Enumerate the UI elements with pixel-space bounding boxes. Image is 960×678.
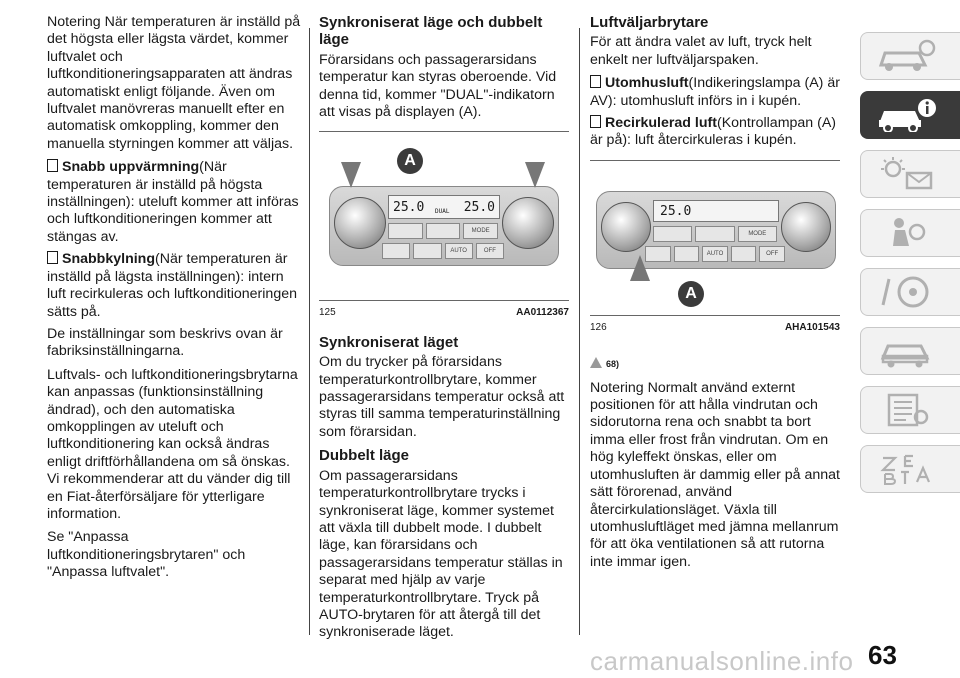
button-row-1: MODE bbox=[653, 226, 777, 242]
tab-airbag[interactable] bbox=[860, 209, 960, 257]
paragraph: Om passagerarsidans temperaturkontrollbrytare trycks i synkroniserat läge, kommer systemet att växla till dubbelt mode. I dubbelt läge, kan förarsidans och passagerarsidans temperatur ställas in separat med hjälp av varje temperaturkontrollbrytare. Tryck på AUTO-brytaren för att återgå till det synkroniserade läget. bbox=[319, 467, 563, 641]
callout-badge-a: A bbox=[678, 281, 704, 307]
figure-caption bbox=[319, 300, 569, 321]
driver-temp-knob bbox=[601, 202, 651, 252]
section-heading: Synkroniserat läget bbox=[319, 333, 459, 351]
list-item-quick-cooling: Snabbkylning(När temperaturen är inställd på lägsta inställningen): intern luft recirkuleras och luftkonditioneringen sätts på. bbox=[47, 251, 297, 320]
passenger-temp-knob bbox=[781, 202, 831, 252]
paragraph: Förarsidans och passagerarsidans temperatur kan styras oberoende. Vid denna tid, kommer "DUAL"-indikatorn att visas på displayen (A). bbox=[319, 51, 557, 121]
tab-steering[interactable] bbox=[860, 268, 960, 316]
list-item-outdoor-air: Utomhusluft(Indikeringslampa (A) är AV): utomhusluft införs in i kupén. bbox=[590, 75, 840, 109]
climate-display: 25.0 bbox=[653, 200, 779, 222]
column-3 bbox=[590, 14, 840, 577]
tab-index[interactable] bbox=[860, 445, 960, 493]
figure-top-rule bbox=[590, 160, 840, 161]
note-paragraph: Notering Normalt använd externt positionen för att hålla vindrutan och sidorutorna rena och snabbt ta bort imma eller frost från vindrutan. Om en hög kyleffekt önskas, eller om utomhusluften är dammig eller på annat sätt förorenad, använd återcirkulationsläget. Växla till utomhusluftläget med jämna mellanrum för att öka ventilationen så att rutorna inte immar igen. bbox=[590, 379, 840, 570]
tab-car-warning[interactable] bbox=[860, 32, 960, 80]
figure-number: 126 bbox=[590, 321, 607, 333]
list-item-quick-heating: Snabb uppvärmning(När temperaturen är inställd på högsta inställningen): uteluft kommer att införas och luftkonditioneringen kommer att stängas av. bbox=[47, 159, 299, 245]
car-info-icon bbox=[875, 98, 937, 132]
section-heading: Synkroniserat läge och dubbelt läge bbox=[319, 14, 543, 49]
list-item-recirculated-air: Recirkulerad luft(Kontrollampan (A) är på): luft återcirkuleras i kupén. bbox=[590, 115, 837, 149]
column-1 bbox=[47, 14, 302, 588]
tab-tech-data[interactable] bbox=[860, 386, 960, 434]
warning-reference: 68) bbox=[590, 356, 840, 373]
button-row-2: AUTO OFF bbox=[382, 243, 504, 259]
column-2 bbox=[319, 14, 569, 648]
warning-triangle-icon bbox=[590, 357, 602, 368]
paragraph: De inställningar som beskrivs ovan är fabriksinställningarna. bbox=[47, 325, 283, 360]
callout-badge-a: A bbox=[397, 148, 423, 174]
driver-temp-knob bbox=[334, 197, 386, 249]
tab-car-info[interactable] bbox=[860, 91, 960, 139]
paragraph: För att ändra valet av luft, tryck helt enkelt ner luftväljarspaken. bbox=[590, 34, 812, 68]
figure-caption bbox=[590, 315, 840, 336]
watermark: carmanualsonline.info bbox=[590, 646, 854, 676]
note-paragraph: Notering När temperaturen är inställd på det högsta eller lägsta värdet, kommer luftvalet och luftkonditioneringsapparaten att ändras automatiskt enligt följande. Även om luftvalet manövreras manuellt efter en automatisk omkoppling, kommer den manuella styrningen kommer att väljas. bbox=[47, 14, 301, 152]
paragraph: Om du trycker på förarsidans temperaturkontrollbrytare, kommer passagerarsidans temperatur också att styras till samma temperaturinställning som förarsidan. bbox=[319, 354, 565, 440]
index-letters-icon bbox=[875, 452, 937, 486]
page-number: 63 bbox=[868, 640, 897, 670]
arrow-icon bbox=[630, 255, 650, 281]
car-service-icon bbox=[875, 334, 937, 368]
steering-wheel-icon bbox=[875, 275, 937, 309]
button-row-2: AUTO OFF bbox=[645, 246, 785, 262]
figure-125 bbox=[319, 138, 569, 300]
figure-126 bbox=[590, 167, 840, 315]
checkbox-icon bbox=[47, 251, 58, 264]
section-heading: Luftväljarbrytare bbox=[590, 14, 709, 31]
button-row-1: MODE bbox=[388, 223, 498, 239]
arrow-icon bbox=[525, 162, 545, 188]
arrow-icon bbox=[341, 162, 361, 188]
paragraph: Se "Anpassa luftkonditioneringsbrytaren" och "Anpassa luftvalet". bbox=[47, 529, 246, 581]
figure-code: AHA101543 bbox=[784, 321, 840, 333]
tab-lights-mail[interactable] bbox=[860, 150, 960, 198]
passenger-temp-knob bbox=[502, 197, 554, 249]
climate-display: 25.0 DUAL 25.0 bbox=[388, 195, 500, 219]
climate-panel bbox=[329, 186, 559, 266]
car-warning-icon bbox=[875, 39, 937, 73]
figure-number: 125 bbox=[319, 307, 336, 319]
column-divider bbox=[579, 28, 580, 635]
figure-top-rule bbox=[319, 131, 569, 132]
airbag-person-icon bbox=[875, 216, 937, 250]
checkbox-icon bbox=[590, 75, 601, 88]
column-divider bbox=[309, 28, 310, 635]
tech-data-icon bbox=[875, 393, 937, 427]
paragraph: Luftvals- och luftkonditioneringsbrytarna kan anpassas (funktionsinställning ändrad), och den automatiska omkopplingen av uteluft och luftkonditionering kan också ändras enligt driftförhållandena om så önskas. Vi rekommenderar att du vänder dig till en Fiat-återförsäljare för ytterligare information. bbox=[47, 366, 298, 522]
checkbox-icon bbox=[47, 159, 58, 172]
lights-mail-icon bbox=[875, 157, 937, 191]
checkbox-icon bbox=[590, 115, 601, 128]
figure-code: AA0112367 bbox=[516, 307, 569, 319]
chapter-sidebar bbox=[860, 32, 960, 504]
tab-car-service[interactable] bbox=[860, 327, 960, 375]
section-heading: Dubbelt läge bbox=[319, 447, 410, 465]
